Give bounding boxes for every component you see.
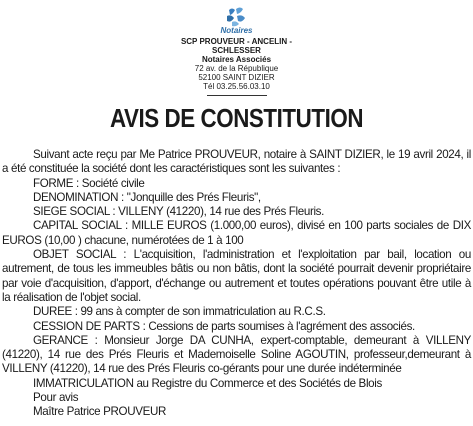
notice-paragraph: GERANCE : Monsieur Jorge DA CUNHA, expert-comptable, demeurant à VILLENY (41220), 14 rue des Prés Fleuris et Mademoiselle Soline AGOUTIN, professeur,demeurant à VILLENY (41220), 14 rue des Prés Fleuris co-gérants pour une durée indéterminée — [2, 333, 471, 376]
notice-paragraph: IMMATRICULATION au Registre du Commerce et des Sociétés de Blois — [33, 376, 382, 390]
office-address-street: 72 av. de la République — [194, 64, 279, 73]
office-address-city: 52100 SAINT DIZIER — [198, 73, 275, 82]
closing-line: Pour avis — [33, 391, 79, 405]
office-block — [0, 37, 473, 91]
notice-title: AVIS DE CONSTITUTION — [109, 103, 364, 133]
office-subtitle: Notaires Associés — [201, 55, 272, 64]
office-name-line1: SCP PROUVEUR - ANCELIN - — [180, 37, 293, 46]
notice-paragraph: SIEGE SOCIAL : VILLENY (41220), 14 rue des Prés Fleuris. — [33, 205, 324, 219]
notice-paragraph: DENOMINATION : "Jonquille des Prés Fleuris", — [33, 190, 261, 204]
header-divider — [207, 95, 267, 96]
notice-paragraph: CESSION DE PARTS : Cessions de parts soumises à l'agrément des associés. — [33, 319, 415, 333]
notice-paragraph: OBJET SOCIAL : L'acquisition, l'administration et l'exploitation par bail, location ou autrement, de tous les immeubles bâtis ou non bâtis, dont la société pourrait devenir propriétaire par voie d'acquisition, d'apport, d'échange ou autrement et toutes opérations pouvant être utile à la réalisation de l'objet social. — [2, 248, 471, 304]
logo-wordmark: Notaires — [220, 26, 253, 35]
notice-paragraph: FORME : Société civile — [33, 176, 145, 190]
notice-paragraph: CAPITAL SOCIAL : MILLE EUROS (1.000,00 euros), divisé en 100 parts sociales de DIX EUROS (10,00 ) chacune, numérotées de 1 à 100 — [2, 219, 471, 247]
notice-paragraph: DUREE : 99 ans à compter de son immatriculation au R.C.S. — [33, 305, 326, 319]
notice-body — [2, 148, 471, 420]
office-name-line2: SCHLESSER — [212, 46, 261, 55]
notaires-logo-icon — [219, 6, 253, 28]
notice-paragraph: Suivant acte reçu par Me Patrice PROUVEUR, notaire à SAINT DIZIER, le 19 avril 2024, il a été constituée la société dont les caractéristiques sont les suivantes : — [2, 148, 471, 176]
signature: Maître Patrice PROUVEUR — [33, 405, 167, 419]
office-phone: Tél 03.25.56.03.10 — [203, 82, 270, 91]
